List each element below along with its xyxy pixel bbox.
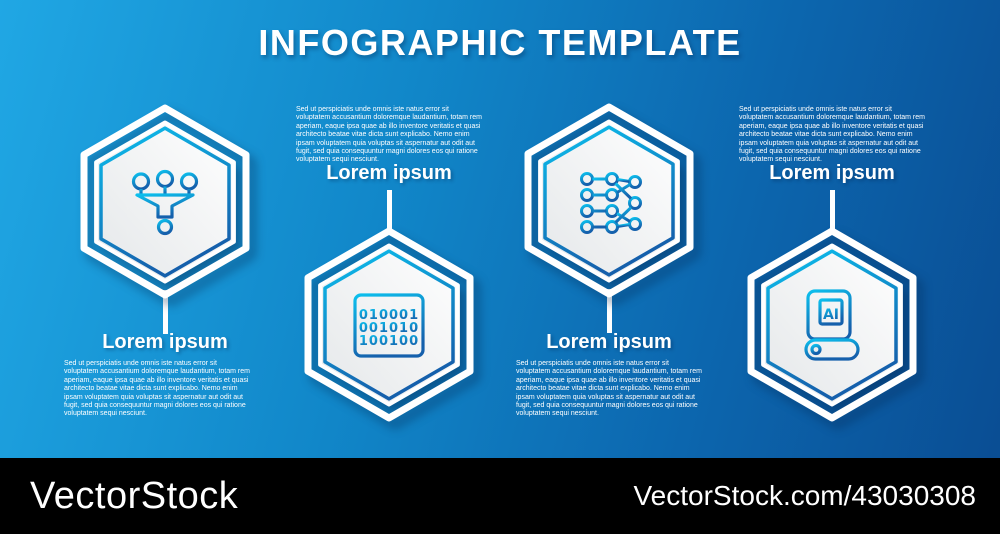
item-body: Sed ut perspiciatis unde omnis iste natus error sit voluptatem accusantium doloremque laudantium, totam rem aperiam, eaque ipsa quae ab illo inventore veritatis et quasi architecto beatae vitae dicta sunt explicabo. Nemo enim ipsam voluptatem quia voluptas sit aspernatur aut odit aut fugit, sed quia consequuntur magni dolores eos qui ratione voluptatem sequi nesciunt. [739,106,925,164]
item-heading: Lorem ipsum [326,162,452,184]
svg-text:010001: 010001 [358,308,420,323]
item-body: Sed ut perspiciatis unde omnis iste natus error sit voluptatem accusantium doloremque laudantium, totam rem aperiam, eaque ipsa quae ab illo inventore veritatis et quasi architecto beatae vitae dicta sunt explicabo. Nemo enim ipsam voluptatem quia voluptas sit aspernatur aut odit aut fugit, sed quia consequuntur magni dolores eos qui ratione voluptatem sequi nesciunt. [296,106,482,164]
item-heading: Lorem ipsum [102,331,228,353]
item-heading: Lorem ipsum [546,331,672,353]
vectorstock-credit: VectorStock.com/43030308 [633,480,976,511]
svg-text:001010: 001010 [358,321,420,336]
item-body: Sed ut perspiciatis unde omnis iste natus error sit voluptatem accusantium doloremque laudantium, totam rem aperiam, eaque ipsa quae ab illo inventore veritatis et quasi architecto beatae vitae dicta sunt explicabo. Nemo enim ipsam voluptatem quia voluptas sit aspernatur aut odit aut fugit, sed quia consequuntur magni dolores eos qui ratione voluptatem sequi nesciunt. [64,360,250,418]
item-heading: Lorem ipsum [769,162,895,184]
footer-watermark-bar [0,458,1000,534]
hexagon-badge [509,88,709,318]
svg-text:AI: AI [822,307,840,323]
hexagon-badge [289,212,489,442]
hexagon-badge [65,89,265,319]
item-body: Sed ut perspiciatis unde omnis iste natus error sit voluptatem accusantium doloremque laudantium, totam rem aperiam, eaque ipsa quae ab illo inventore veritatis et quasi architecto beatae vitae dicta sunt explicabo. Nemo enim ipsam voluptatem quia voluptas sit aspernatur aut odit aut fugit, sed quia consequuntur magni dolores eos qui ratione voluptatem sequi nesciunt. [516,360,702,418]
hexagon-badge [732,212,932,442]
svg-text:100100: 100100 [358,334,420,349]
page-title: INFOGRAPHIC TEMPLATE [258,22,742,63]
vectorstock-logo: VectorStock [30,474,239,517]
